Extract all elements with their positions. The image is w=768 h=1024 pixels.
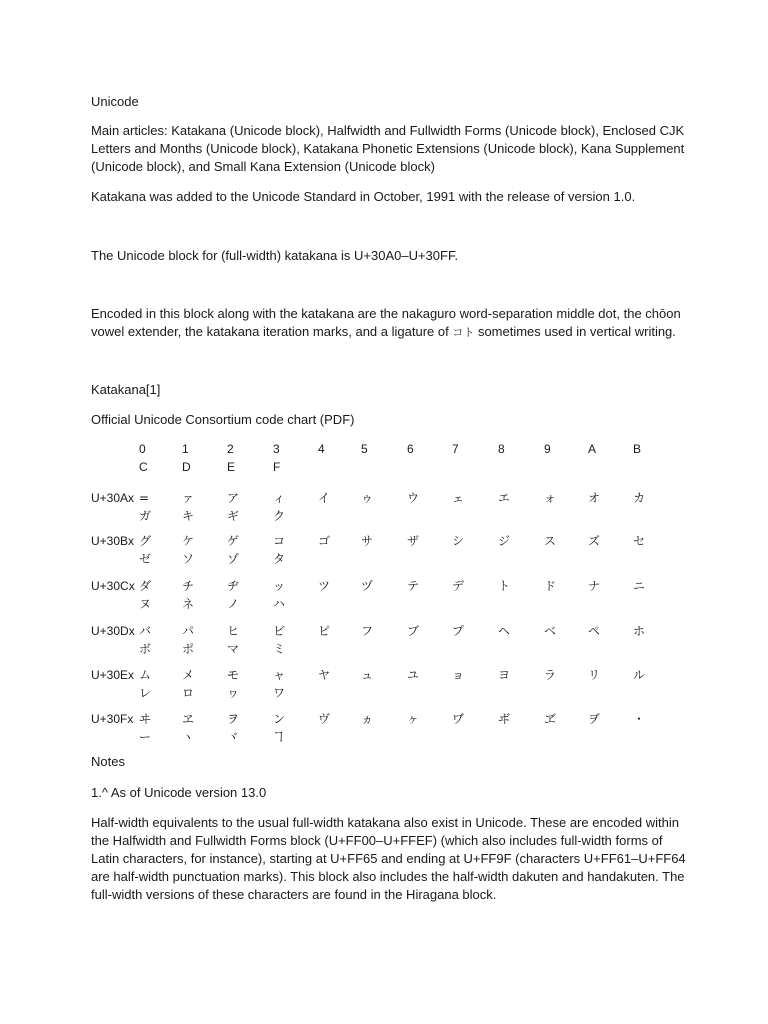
kana-cell: ア (227, 491, 240, 505)
column-header: 5 (361, 442, 368, 456)
notes-heading: Notes (91, 754, 125, 769)
kana-cell: ヱ (182, 712, 195, 726)
kana-cell: ヿ (273, 730, 286, 744)
kana-cell: ヌ (139, 597, 152, 611)
halfwidth-paragraph: Half-width equivalents to the usual full-width katakana also exist in Unicode. These are encoded within the Halfwidth and Fullwidth Forms block (U+FF00–U+FFEF) (which also includes full-width forms of Latin characters, for instance), starting at U+FF65 and ending at U+FF9F (characters U+FF61–U+FF64 are half-width punctuation marks). This block also includes the half-width dakuten and handakuten. The full-width versions of these characters are found in the Hiragana block. (91, 815, 686, 902)
table-title: Katakana[1] (91, 382, 161, 397)
encoded-text-start: Encoded in this block along with the katakana are the nakaguro word-separation middle dot, the chōon vowel extender, the katakana iteration marks, and a ligature of (91, 306, 681, 339)
kana-cell: ノ (227, 597, 240, 611)
kana-cell: ィ (273, 491, 286, 505)
kana-cell: ボ (139, 642, 152, 656)
column-header: 2 (227, 442, 234, 456)
kana-cell: ダ (139, 579, 152, 593)
kana-cell: バ (139, 624, 152, 638)
note-1: 1.^ As of Unicode version 13.0 (91, 785, 267, 800)
row-label: U+30Cx (91, 579, 135, 593)
encoded-text-end: sometimes used in vertical writing. (474, 324, 676, 339)
section-heading: Unicode (91, 94, 139, 109)
kana-cell: ケ (182, 534, 195, 548)
kana-cell: ベ (544, 624, 557, 638)
kana-cell: ョ (452, 668, 465, 682)
kana-cell: ゲ (227, 534, 240, 548)
kana-cell: ト (498, 579, 511, 593)
kana-cell: ナ (588, 579, 601, 593)
column-header: 6 (407, 442, 414, 456)
kana-cell: ジ (498, 534, 511, 548)
encoded-paragraph (91, 305, 686, 342)
column-header: 1 (182, 442, 189, 456)
kana-cell: セ (633, 534, 646, 548)
kana-cell: ュ (361, 668, 374, 682)
kana-cell: ヵ (361, 712, 374, 726)
kana-cell: ャ (273, 668, 286, 682)
kana-cell: ー (139, 730, 152, 744)
unicode-added-paragraph: Katakana was added to the Unicode Standard in October, 1991 with the release of version 1.0. (91, 189, 636, 204)
kana-cell: カ (633, 491, 646, 505)
kana-cell: ド (544, 579, 557, 593)
main-articles-paragraph: Main articles: Katakana (Unicode block), Halfwidth and Fullwidth Forms (Unicode block), Enclosed CJK Letters and Months (Unicode block), Katakana Phonetic Extensions (Unicode block), Kana Supplement (Unicode block), and Small Kana Extension (Unicode block) (91, 123, 685, 174)
kana-cell: ゾ (227, 552, 240, 566)
kana-cell: パ (182, 624, 195, 638)
kana-cell: ホ (633, 624, 646, 638)
row-label: U+30Fx (91, 712, 134, 726)
kana-cell: ヷ (452, 712, 465, 726)
kana-cell: ニ (633, 579, 646, 593)
kana-cell: ・ (633, 712, 646, 726)
kana-cell: キ (182, 509, 195, 523)
kana-cell: プ (452, 624, 465, 638)
column-header: 7 (452, 442, 459, 456)
kana-cell: ヽ (182, 730, 195, 744)
kana-cell: デ (452, 579, 465, 593)
kana-cell: ネ (182, 597, 195, 611)
kana-cell: ポ (182, 642, 195, 656)
kana-cell: ヮ (227, 686, 240, 700)
column-header: F (273, 460, 281, 474)
kana-cell: ラ (544, 668, 557, 682)
kana-cell: ヹ (544, 712, 557, 726)
kana-cell: ハ (273, 597, 286, 611)
column-header: 4 (318, 442, 325, 456)
unicode-block-paragraph: The Unicode block for (full-width) katakana is U+30A0–U+30FF. (91, 248, 459, 263)
row-label: U+30Dx (91, 624, 135, 638)
kana-cell: ピ (318, 624, 331, 638)
kana-cell: ヶ (407, 712, 420, 726)
kana-cell: ヴ (318, 712, 331, 726)
kana-cell: ヂ (227, 579, 240, 593)
kana-cell: ゼ (139, 552, 152, 566)
kana-cell: ソ (182, 552, 195, 566)
kana-cell: ブ (407, 624, 420, 638)
kana-cell: テ (407, 579, 420, 593)
kana-cell: ス (544, 534, 557, 548)
kana-cell: ミ (273, 642, 286, 656)
row-label: U+30Ex (91, 668, 135, 682)
kana-cell: ク (273, 509, 286, 523)
column-header: 3 (273, 442, 280, 456)
kana-cell: ツ (318, 579, 331, 593)
kana-cell: ェ (452, 491, 465, 505)
kana-cell: ヘ (498, 624, 511, 638)
kana-cell: ッ (273, 579, 286, 593)
kana-cell: リ (588, 668, 601, 682)
kana-cell: ウ (407, 491, 420, 505)
kana-cell: ヰ (139, 712, 152, 726)
kana-cell: チ (182, 579, 195, 593)
kana-cell: モ (227, 668, 240, 682)
kana-cell: ゴ (318, 534, 331, 548)
kana-cell: コ (273, 534, 286, 548)
kana-cell: サ (361, 534, 374, 548)
kana-cell: ザ (407, 534, 420, 548)
kana-cell: ヾ (227, 730, 240, 744)
kana-cell: ペ (588, 624, 601, 638)
kana-cell: ビ (273, 624, 286, 638)
kana-cell: ギ (227, 509, 240, 523)
kana-cell: マ (227, 642, 240, 656)
column-header: 9 (544, 442, 551, 456)
kana-cell: ロ (182, 686, 195, 700)
kana-cell: レ (139, 686, 152, 700)
kana-cell: ヅ (361, 579, 374, 593)
kana-cell: ヺ (588, 712, 601, 726)
column-header: 0 (139, 442, 146, 456)
kana-cell: ル (633, 668, 646, 682)
kana-cell: シ (452, 534, 465, 548)
column-header: C (139, 460, 148, 474)
kana-cell: イ (318, 491, 331, 505)
column-header: E (227, 460, 236, 474)
kana-cell: ズ (588, 534, 601, 548)
kana-cell: ヨ (498, 668, 511, 682)
kana-cell: フ (361, 624, 374, 638)
kana-cell: ヲ (227, 712, 240, 726)
kana-cell: ァ (182, 491, 195, 505)
kana-cell: グ (139, 534, 152, 548)
kana-cell: ヤ (318, 668, 331, 682)
kana-cell: メ (182, 668, 195, 682)
ligature-text: コト (452, 326, 475, 339)
kana-cell: ユ (407, 668, 420, 682)
kana-cell: エ (498, 491, 511, 505)
kana-cell: オ (588, 491, 601, 505)
kana-cell: ヸ (498, 712, 511, 726)
kana-cell: ワ (273, 686, 286, 700)
row-label: U+30Ax (91, 491, 135, 505)
row-label: U+30Bx (91, 534, 135, 548)
column-header: D (182, 460, 191, 474)
table-subtitle: Official Unicode Consortium code chart (PDF) (91, 412, 355, 427)
kana-cell: ォ (544, 491, 557, 505)
kana-cell: タ (273, 552, 286, 566)
kana-cell: = (139, 491, 150, 505)
kana-cell: ゥ (361, 491, 374, 505)
column-header: 8 (498, 442, 505, 456)
kana-cell: ヒ (227, 624, 240, 638)
kana-cell: ン (273, 712, 286, 726)
column-header: B (633, 442, 642, 456)
kana-cell: ム (139, 668, 152, 682)
kana-cell: ガ (139, 509, 152, 523)
column-header: A (588, 442, 597, 456)
